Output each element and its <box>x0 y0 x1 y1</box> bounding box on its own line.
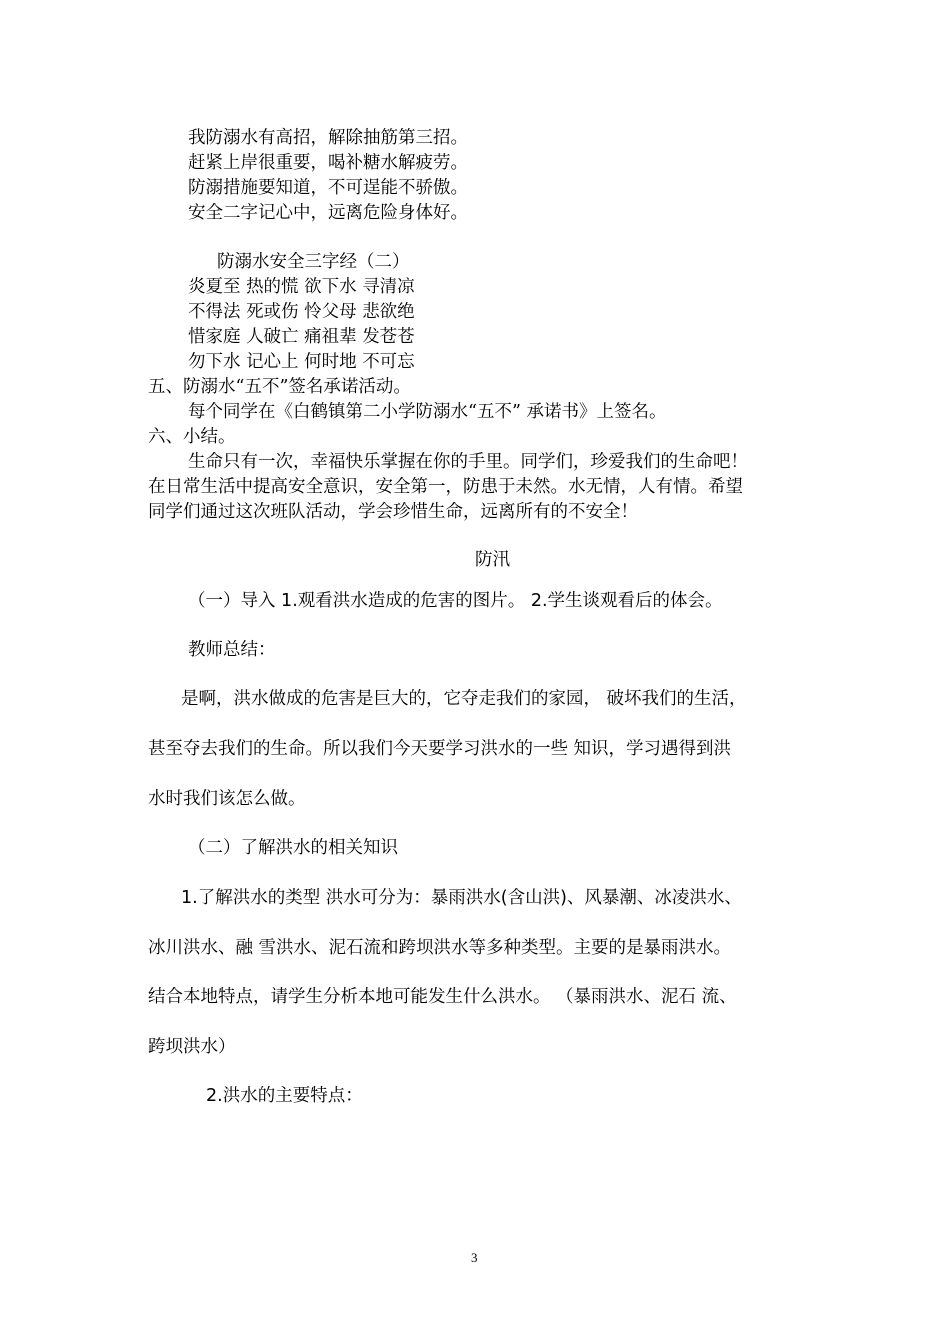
paragraph-line: 结合本地特点，请学生分析本地可能发生什么洪水。 （暴雨洪水、泥石 流、 <box>148 987 737 1007</box>
subsection-heading: （二）了解洪水的相关知识 <box>188 838 398 858</box>
paragraph-line: 是啊，洪水做成的危害是巨大的，它夺走我们的家园， 破坏我们的生活， <box>181 689 747 709</box>
paragraph-line: 教师总结： <box>188 640 276 660</box>
poem-line: 防溺措施要知道，不可逞能不骄傲。 <box>188 178 468 198</box>
paragraph-line: 同学们通过这次班队活动，学会珍惜生命，远离所有的不安全！ <box>148 502 638 522</box>
page-number: 3 <box>471 1250 478 1265</box>
paragraph-line: 甚至夺去我们的生命。所以我们今天要学习洪水的一些 知识，学习遇得到洪 <box>148 739 732 759</box>
classic-line: 惜家庭 人破亡 痛祖辈 发苍苍 <box>188 327 415 347</box>
classic-line: 炎夏至 热的慌 欲下水 寻清凉 <box>188 277 415 297</box>
paragraph-line: 跨坝洪水） <box>148 1037 236 1057</box>
paragraph-line: 在日常生活中提高安全意识，安全第一，防患于未然。水无情，人有情。希望 <box>148 477 743 497</box>
paragraph-line: 冰川洪水、融 雪洪水、泥石流和跨坝洪水等多种类型。主要的是暴雨洪水。 <box>148 938 732 958</box>
section-heading: 六、小结。 <box>148 427 236 447</box>
paragraph-line: （一）导入 1.观看洪水造成的危害的图片。 2.学生谈观看后的体会。 <box>188 591 723 611</box>
paragraph: 每个同学在《白鹤镇第二小学防溺水“五不” 承诺书》上签名。 <box>188 402 667 422</box>
paragraph-line: 生命只有一次，幸福快乐掌握在你的手里。同学们，珍爱我们的生命吧！ <box>188 452 748 472</box>
paragraph-line: 1.了解洪水的类型 洪水可分为：暴雨洪水(含山洪)、风暴潮、冰凌洪水、 <box>181 888 742 908</box>
classic-line: 不得法 死或伤 怜父母 悲欲绝 <box>188 302 415 322</box>
poem-line: 赶紧上岸很重要，喝补糖水解疲劳。 <box>188 153 468 173</box>
paragraph-line: 2.洪水的主要特点： <box>206 1086 363 1106</box>
poem-line: 安全二字记心中，远离危险身体好。 <box>188 203 468 223</box>
section-title: 防汛 <box>475 550 510 570</box>
classic-line: 勿下水 记心上 何时地 不可忘 <box>188 352 415 372</box>
poem-line: 我防溺水有高招，解除抽筋第三招。 <box>188 128 468 148</box>
classic-title: 防溺水安全三字经（二） <box>217 252 410 272</box>
section-heading: 五、防溺水“五不”签名承诺活动。 <box>148 377 411 397</box>
paragraph-line: 水时我们该怎么做。 <box>148 789 306 809</box>
